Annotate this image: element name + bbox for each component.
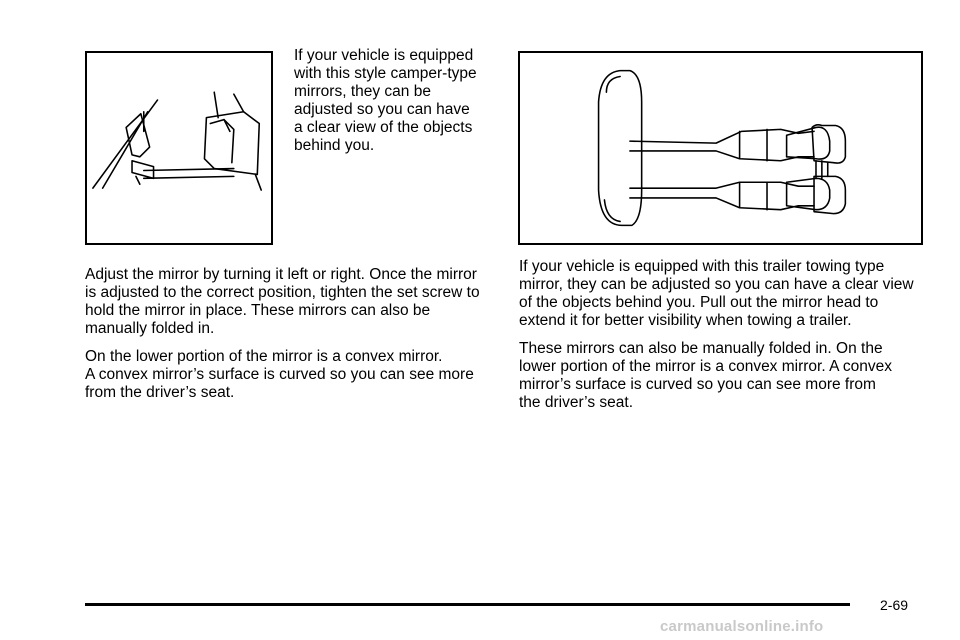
paragraph-line: On the lower portion of the mirror is a convex mirror. xyxy=(85,348,443,365)
caption-line: a clear view of the objects xyxy=(294,119,473,136)
caption-line: with this style camper-type xyxy=(294,65,477,82)
footer-rule xyxy=(85,603,850,606)
camper-mirror-convex-paragraph xyxy=(85,348,474,402)
page-number: 2-69 xyxy=(880,597,909,613)
camper-mirror-adjust-paragraph xyxy=(85,266,480,338)
paragraph-line: If your vehicle is equipped with this trailer towing type xyxy=(519,258,885,275)
paragraph-line: the driver’s seat. xyxy=(519,394,634,411)
paragraph-line: from the driver’s seat. xyxy=(85,384,235,401)
camper-mirror-illustration xyxy=(87,53,271,243)
camper-mirror-figure xyxy=(85,51,273,245)
paragraph-line: mirror, they can be adjusted so you can have a clear view xyxy=(519,276,914,293)
trailer-mirror-adjust-paragraph xyxy=(519,258,914,330)
watermark-text: carmanualsonline.info xyxy=(660,618,824,635)
trailer-mirror-illustration xyxy=(520,53,921,243)
caption-line: If your vehicle is equipped xyxy=(294,47,474,64)
paragraph-line: of the objects behind you. Pull out the mirror head to xyxy=(519,294,879,311)
paragraph-line: A convex mirror’s surface is curved so you can see more xyxy=(85,366,474,383)
caption-line: behind you. xyxy=(294,137,375,154)
trailer-mirror-convex-paragraph xyxy=(519,340,892,412)
paragraph-line: extend it for better visibility when towing a trailer. xyxy=(519,312,852,329)
trailer-mirror-figure xyxy=(518,51,923,245)
paragraph-line: manually folded in. xyxy=(85,320,215,337)
caption-line: mirrors, they can be xyxy=(294,83,431,100)
paragraph-line: is adjusted to the correct position, tighten the set screw to xyxy=(85,284,480,301)
paragraph-line: lower portion of the mirror is a convex mirror. A convex xyxy=(519,358,893,375)
paragraph-line: These mirrors can also be manually folded in. On the xyxy=(519,340,883,357)
caption-line: adjusted so you can have xyxy=(294,101,470,118)
paragraph-line: Adjust the mirror by turning it left or right. Once the mirror xyxy=(85,266,477,283)
paragraph-line: mirror’s surface is curved so you can see more from xyxy=(519,376,876,393)
paragraph-line: hold the mirror in place. These mirrors can also be xyxy=(85,302,431,319)
camper-mirror-caption xyxy=(294,47,477,155)
